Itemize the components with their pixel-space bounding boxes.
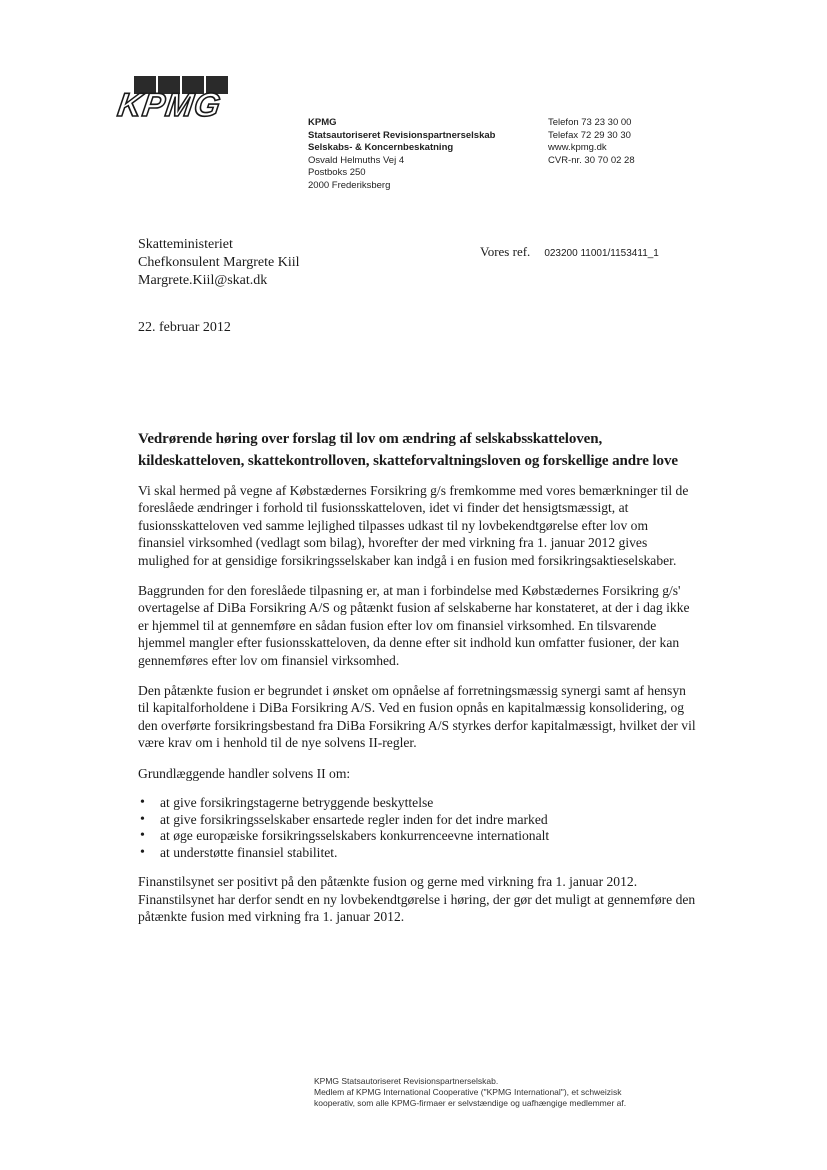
contact-fax: Telefax 72 29 30 30 bbox=[548, 129, 631, 141]
letter-body bbox=[138, 482, 696, 938]
reference-value: 023200 11001/1153411_1 bbox=[544, 248, 659, 259]
body-paragraph: Den påtænkte fusion er begrundet i ønsket om opnåelse af forretningsmæssig synergi samt af hensyn til kapitalforholdene i DiBa Forsikring A/S. Ved en fusion opnås en kapitalmæssig konsolidering, og den overførte forsikringsbestand fra DiBa Forsikring A/S styrkes derfor kapitalmæssigt, hvilket der vil være krav om i henhold til de nye solvens II-regler. bbox=[138, 683, 696, 751]
recipient-email: Margrete.Kiil@skat.dk bbox=[138, 273, 268, 288]
contact-website: www.kpmg.dk bbox=[548, 142, 607, 153]
sender-line: Osvald Helmuths Vej 4 bbox=[308, 154, 405, 166]
contact-info bbox=[548, 117, 635, 167]
sender-line: Selskabs- & Koncernbeskatning bbox=[308, 142, 454, 153]
list-item: • at give forsikringsselskaber ensartede regler inden for det indre marked bbox=[160, 812, 696, 829]
list-item: • at give forsikringstagerne betryggende beskyttelse bbox=[160, 795, 696, 812]
body-paragraph: Grundlæggende handler solvens II om: bbox=[138, 765, 351, 781]
sender-address bbox=[308, 117, 495, 192]
sender-line: Statsautoriseret Revisionspartnerselskab bbox=[308, 129, 496, 141]
reference bbox=[480, 244, 659, 260]
contact-cvr: CVR-nr. 30 70 02 28 bbox=[548, 154, 635, 166]
logo-wordmark: KPMG bbox=[115, 86, 224, 123]
list-item: • at understøtte finansiel stabilitet. bbox=[160, 845, 696, 862]
list-item: • at øge europæiske forsikringsselskabers konkurrenceevne internationalt bbox=[160, 828, 696, 845]
kpmg-logo bbox=[115, 76, 230, 124]
contact-phone: Telefon 73 23 30 00 bbox=[548, 117, 632, 128]
closing-paragraph: Finanstilsynet ser positivt på den påtænkte fusion og gerne med virkning fra 1. januar 2012. Finanstilsynet har derfor sendt en ny lovbekendtgørelse i høring, der gør det muligt at gennemføre den påtænkte fusion med virkning fra 1. januar 2012. bbox=[138, 874, 696, 924]
reference-label: Vores ref. bbox=[480, 244, 531, 259]
letter-date: 22. februar 2012 bbox=[138, 320, 231, 335]
footer-line: Medlem af KPMG International Cooperative ("KPMG International"), et schweizisk bbox=[314, 1087, 622, 1097]
letter-subject: Vedrørende høring over forslag til lov om ændring af selskabsskatteloven, kildeskatteloven, skattekontrolloven, skatteforvaltningsloven og forskellige andre love bbox=[138, 431, 678, 469]
sender-line: KPMG bbox=[308, 117, 337, 128]
sender-line: Postboks 250 bbox=[308, 167, 366, 178]
recipient-line: Chefkonsulent Margrete Kiil bbox=[138, 255, 300, 270]
footer-line: kooperativ, som alle KPMG-firmaer er selvstændige og uafhængige medlemmer af. bbox=[314, 1098, 627, 1108]
recipient-address bbox=[138, 236, 300, 290]
sender-line: 2000 Frederiksberg bbox=[308, 179, 391, 191]
solvens-list bbox=[138, 795, 696, 861]
footer bbox=[314, 1076, 626, 1109]
recipient-line: Skatteministeriet bbox=[138, 237, 233, 252]
body-paragraph: Vi skal hermed på vegne af Købstædernes Forsikring g/s fremkomme med vores bemærkninger til de foreslåede ændringer i forhold til fusionsskatteloven, idet vi finder det hensigtsmæssigt, at fusionsskatteloven ved samme lejlighed tilpasses udkast til ny lovbekendtgørelse efter lov om finansiel virksomhed (vedlagt som bilag), hvorefter der med virkning fra 1. januar 2012 gives mulighed for at gensidige forsikringsselskaber kan indgå i en fusion med forsikringsaktieselskaber. bbox=[138, 483, 689, 568]
body-paragraph: Baggrunden for den foreslåede tilpasning er, at man i forbindelse med Købstædernes Forsikring g/s' overtagelse af DiBa Forsikring A/S og påtænkt fusion af selskaberne har konstateret, at der i dag ikke er hjemmel til at gennemføre en sådan fusion efter lov om finansiel virksomhed. En tilsvarende hjemmel mangler efter fusionsskatteloven, da denne efter sit indhold kun omfatter fusioner, der kan gennemføres efter lov om finansiel virksomhed. bbox=[138, 583, 690, 668]
footer-line: KPMG Statsautoriseret Revisionspartnerselskab. bbox=[314, 1076, 499, 1086]
